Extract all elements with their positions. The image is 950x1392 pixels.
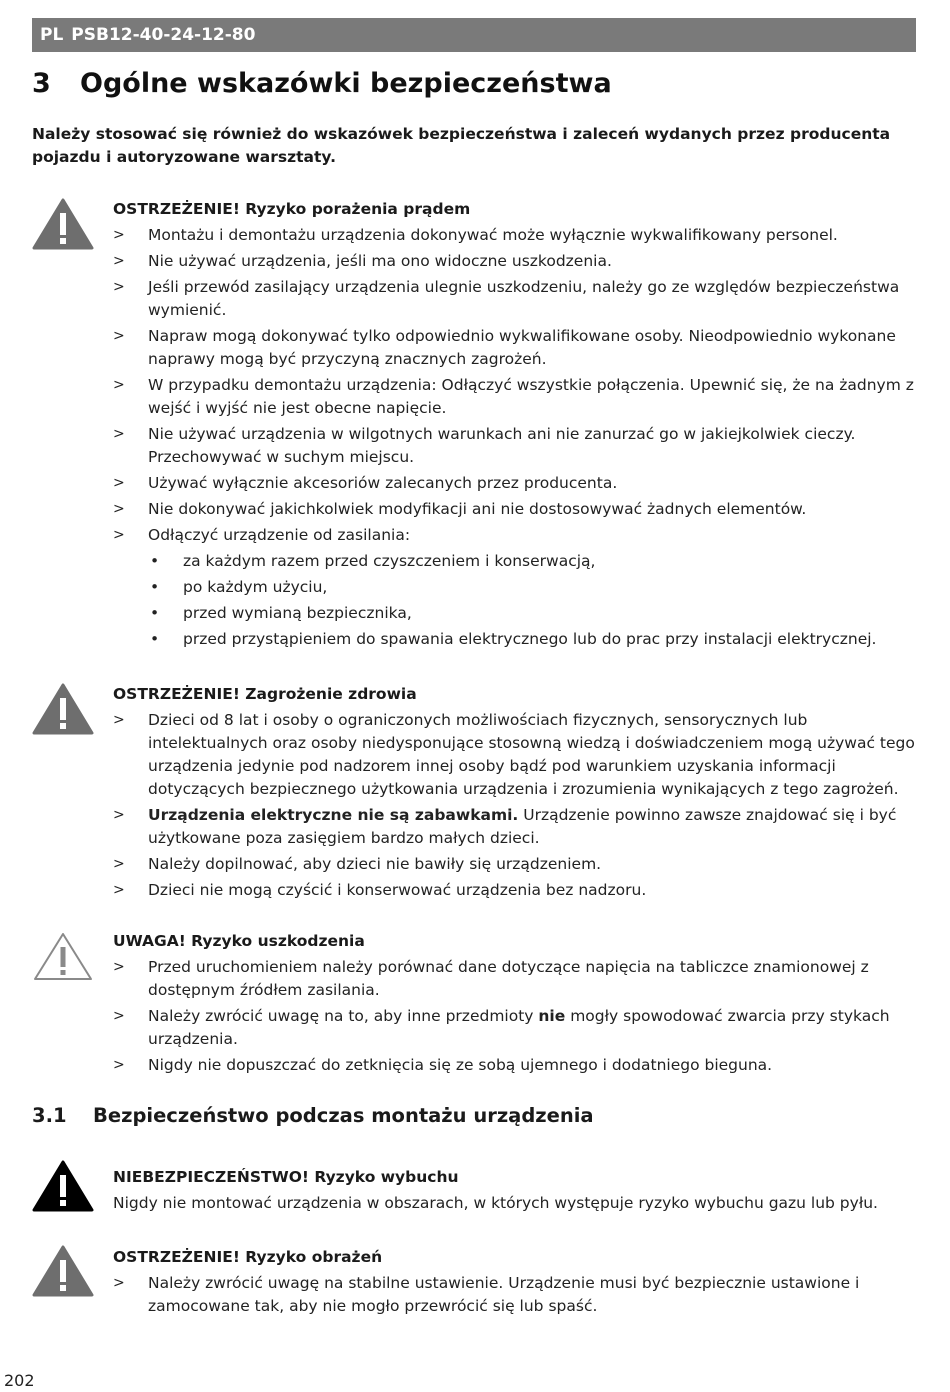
list-item: > Należy zwrócić uwagę na stabilne ustawienie. Urządzenie musi być bezpiecznie ustawione i zamocowane tak, aby nie mogło przewrócić się lub spaść. — [113, 1272, 916, 1318]
section-number: 3 — [32, 68, 51, 99]
list-item: > W przypadku demontażu urządzenia: Odłączyć wszystkie połączenia. Upewnić się, że na żadnym z wejść i wyjść nie jest obecne napięcie. — [113, 374, 916, 420]
danger-text: Nigdy nie montować urządzenia w obszarach, w których występuje ryzyko wybuchu gazu lub pyłu. — [113, 1194, 878, 1212]
sub-list-item: • przed wymianą bezpiecznika, — [148, 602, 916, 625]
notice-title: UWAGA! Ryzyko uszkodzenia — [113, 932, 365, 950]
caution-triangle-icon — [32, 930, 94, 982]
list-item: > Używać wyłącznie akcesoriów zalecanych przez producenta. — [113, 472, 916, 495]
warning-list — [113, 1272, 916, 1318]
warning-title: OSTRZEŻENIE! Ryzyko obrażeń — [113, 1248, 383, 1266]
warning-title: OSTRZEŻENIE! Zagrożenie zdrowia — [113, 685, 417, 703]
list-item: > Dzieci nie mogą czyścić i konserwować urządzenia bez nadzoru. — [113, 879, 916, 902]
list-item: > Nie dokonywać jakichkolwiek modyfikacji ani nie dostosowywać żadnych elementów. — [113, 498, 916, 521]
sub-list-item: • po każdym użyciu, — [148, 576, 916, 599]
danger-title: NIEBEZPIECZEŃSTWO! Ryzyko wybuchu — [113, 1168, 459, 1186]
warning-triangle-icon — [32, 683, 94, 735]
sub-list — [148, 550, 916, 651]
list-item — [113, 1005, 916, 1051]
warning-list — [113, 709, 916, 902]
list-item: > Napraw mogą dokonywać tylko odpowiednio wykwalifikowane osoby. Nieodpowiednio wykonane naprawy mogą być przyczyną znacznych zagrożeń. — [113, 325, 916, 371]
sub-list-item: • za każdym razem przed czyszczeniem i konserwacją, — [148, 550, 916, 573]
section-title: Ogólne wskazówki bezpieczeństwa — [80, 68, 612, 99]
list-item: > Przed uruchomieniem należy porównać dane dotyczące napięcia na tabliczce znamionowej z dostępnym źródłem zasilania. — [113, 956, 916, 1002]
list-item — [113, 524, 916, 651]
danger-triangle-icon — [32, 1160, 94, 1212]
list-item: > Nie używać urządzenia w wilgotnych warunkach ani nie zanurzać go w jakiejkolwiek cieczy. Przechowywać w suchym miejscu. — [113, 423, 916, 469]
list-item: > Dzieci od 8 lat i osoby o ograniczonych możliwościach fizycznych, sensorycznych lub intelektualnych oraz osoby niedysponujące stosowną wiedzą i doświadczeniem mogą używać tego urządzenia jedynie pod nadzorem innej osoby bądź pod warunkiem uzyskania informacji dotyczących bezpiecznego użytkowania urządzenia i zrozumienia wynikających z tego zagrożeń. — [113, 709, 916, 801]
language-code: PL — [40, 25, 64, 45]
list-item-text: Odłączyć urządzenie od zasilania: — [148, 526, 411, 544]
warning-triangle-icon — [32, 1245, 94, 1297]
list-item-text: Urządzenie powinno zawsze znajdować się i być użytkowane poza zasięgiem bardzo małych dzieci. — [148, 806, 897, 847]
bold-text: Urządzenia elektryczne nie są zabawkami. — [148, 806, 519, 824]
list-item: > Jeśli przewód zasilający urządzenia ulegnie uszkodzeniu, należy go ze względów bezpieczeństwa wymienić. — [113, 276, 916, 322]
subsection-heading — [32, 1104, 916, 1127]
list-item: > Nigdy nie dopuszczać do zetknięcia się ze sobą ujemnego i dodatniego bieguna. — [113, 1054, 916, 1077]
warning-triangle-icon — [32, 198, 94, 250]
section-heading — [32, 68, 916, 99]
warning-list — [113, 224, 916, 651]
subsection-number: 3.1 — [32, 1104, 67, 1127]
warning-title: OSTRZEŻENIE! Ryzyko porażenia prądem — [113, 200, 471, 218]
list-item — [113, 804, 916, 850]
list-item-text: mogły spowodować zwarcia przy stykach urządzenia. — [148, 1007, 890, 1048]
sub-list-item: • przed przystąpieniem do spawania elektrycznego lub do prac przy instalacji elektrycznej. — [148, 628, 916, 651]
list-item-text: Należy zwrócić uwagę na to, aby inne przedmioty — [148, 1007, 539, 1025]
bold-text: nie — [538, 1007, 566, 1025]
header-bar — [32, 18, 916, 52]
list-item: > Montażu i demontażu urządzenia dokonywać może wyłącznie wykwalifikowany personel. — [113, 224, 916, 247]
subsection-title: Bezpieczeństwo podczas montażu urządzenia — [93, 1104, 594, 1127]
notice-list — [113, 956, 916, 1077]
model-number: PSB12-40-24-12-80 — [71, 25, 256, 45]
page-number: 202 — [4, 1371, 35, 1390]
list-item: > Nie używać urządzenia, jeśli ma ono widoczne uszkodzenia. — [113, 250, 916, 273]
intro-text: Należy stosować się również do wskazówek bezpieczeństwa i zaleceń wydanych przez producenta pojazdu i autoryzowane warsztaty. — [32, 125, 891, 166]
list-item: > Należy dopilnować, aby dzieci nie bawiły się urządzeniem. — [113, 853, 916, 876]
